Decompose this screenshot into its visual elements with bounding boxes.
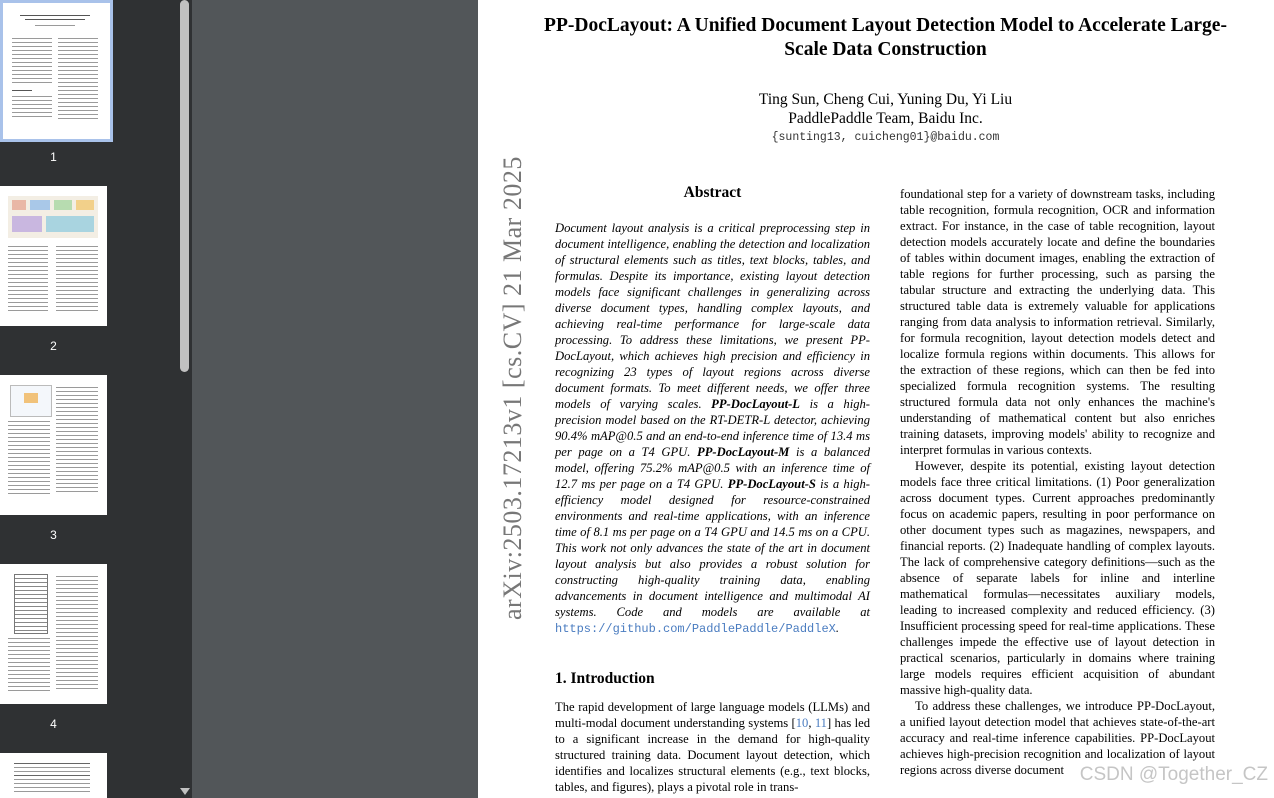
scrollbar-thumb[interactable] — [180, 0, 189, 372]
thumbnail-page-4[interactable] — [0, 564, 107, 704]
right-column-text — [900, 186, 1215, 778]
thumbnail-label-3: 3 — [50, 528, 57, 542]
viewer-background — [192, 0, 478, 798]
abstract-part: is a high-efficiency model designed for resource-constrained environments and real-time applications, with an inference time of 8.1 ms per page on a T4 GPU and 14.5 ms on a CPU. This work not only advances the state of the art in document layout analysis but also provides a robust solution for constructing high-quality training data, enabling advancements in document intelligence and multimodal AI systems. Code and models are available at — [555, 477, 870, 619]
scroll-down-arrow-icon[interactable] — [180, 788, 190, 795]
figure-block — [30, 200, 50, 210]
thumbnail-sidebar — [0, 0, 177, 798]
intro-part: The rapid development of large language models (LLMs) and multi-modal document understanding systems [ — [555, 700, 870, 730]
abstract-part: is a balanced model, offering 75.2% mAP@0.5 with an inference time of 12.7 ms per page on a T4 GPU. — [555, 445, 870, 491]
abstract-part: Document layout analysis is a critical preprocessing step in document intelligence, enabling the detection and localization of structural elements such as titles, text blocks, tables, and formulas. Despite its importance, existing layout detection models face significant challenges in generalizing across diverse document types, handling complex layouts, and achieving real-time performance for large-scale data processing. To address these limitations, we present PP-DocLayout, which achieves high precision and efficiency in recognizing 23 types of layout regions across diverse document formats. To meet different needs, we offer three models of varying scales. — [555, 221, 870, 411]
arxiv-identifier: arXiv:2503.17213v1 [cs.CV] 21 Mar 2025 — [498, 156, 527, 620]
thumbnail-label-1: 1 — [50, 150, 57, 164]
code-link[interactable]: https://github.com/PaddlePaddle/PaddleX — [555, 622, 836, 636]
introduction-text — [555, 699, 870, 795]
abstract-part: is a high-precision model based on the RT-DETR-L detector, achieving 90.4% mAP@0.5 and an end-to-end inference time of 13.4 ms per page on a T4 GPU. — [555, 397, 870, 459]
abstract-heading: Abstract — [683, 184, 742, 201]
pdf-page — [478, 0, 1274, 798]
thumbnail-label-4: 4 — [50, 717, 57, 731]
thumbnail-page-2[interactable] — [0, 186, 107, 326]
model-name: PP-DocLayout-L — [711, 397, 800, 411]
intro-part: ] has led to a significant increase in the demand for high-quality structured training data. Document layout detection, which identifies and localizes structural elements (e.g., text blocks, tables, and figures), plays a pivotal role in trans- — [555, 716, 871, 794]
model-name: PP-DocLayout-S — [727, 477, 816, 491]
abstract-part: . — [835, 621, 840, 635]
figure-block — [12, 216, 42, 232]
paragraph: foundational step for a variety of downstream tasks, including table recognition, formula recognition, OCR and information extract. For instance, in the case of table recognition, layout detection models accurately locate and define the boundaries of tables within document images, enabling the extraction of table regions for further processing, such as parsing the tabular structure and extracting the underlying data. This structured table data is extremely valuable for applications ranging from data analysis to information retrieval. Similarly, for formula recognition, layout detection models detect and localize formula regions within documents. This allows for the extraction of these regions, which can then be fed into specialized formula recognition systems. The resulting structured formula data not only enhances the machine's understanding of mathematical content but also enriches training datasets, improving models' ability to recognize and interpret formulas in various contexts. — [900, 187, 1215, 457]
thumbnail-label-2: 2 — [50, 339, 57, 353]
figure-block — [12, 200, 26, 210]
figure-block — [54, 200, 72, 210]
introduction-heading: 1. Introduction — [555, 670, 655, 687]
authors: Ting Sun, Cheng Cui, Yuning Du, Yi Liu — [758, 91, 1013, 108]
thumbnail-page-3[interactable] — [0, 375, 107, 515]
figure-block — [24, 393, 38, 403]
paragraph: However, despite its potential, existing layout detection models face three critical limitations. (1) Poor generalization across document types. Current approaches predominantly focus on academic papers, resulting in poor performance on other document types such as magazines, newspapers, and financial reports. (2) Inadequate handling of complex layouts. The lack of comprehensive category definitions—such as the absence of separate labels for inline and interline mathematical formulas—necessitates auxiliary models, leading to increased complexity and reduced efficiency. (3) Insufficient processing speed for real-time applications. These challenges impede the effective use of layout detection in practical scenarios, particularly in domains where training large models requires efficient acquisition of abundant massive high-quality data. — [900, 459, 1215, 697]
figure-block — [76, 200, 94, 210]
citation-link[interactable]: 10 — [795, 716, 809, 730]
table-preview — [14, 574, 48, 634]
thumbnail-page-1[interactable] — [0, 0, 113, 142]
watermark: CSDN @Together_CZ — [1079, 764, 1268, 785]
affiliation: PaddlePaddle Team, Baidu Inc. — [788, 110, 983, 127]
citation-link[interactable]: 11 — [814, 716, 827, 730]
abstract-text — [555, 220, 870, 637]
author-emails: {sunting13, cuicheng01}@baidu.com — [771, 131, 1000, 144]
thumbnail-scrollbar[interactable] — [177, 0, 192, 798]
figure-block — [46, 216, 94, 232]
intro-part: , — [808, 716, 815, 730]
thumbnail-page-5[interactable] — [0, 753, 107, 798]
paper-title: PP-DocLayout: A Unified Document Layout Detection Model to Accelerate Large-Scale Data Construction — [544, 15, 1227, 60]
paragraph: To address these challenges, we introduce PP-DocLayout, a unified layout detection model that achieves state-of-the-art accuracy and real-time inference capabilities. PP-DocLayout achieves high-precision recognition and localization of layout regions across diverse document — [900, 699, 1215, 777]
model-name: PP-DocLayout-M — [697, 445, 790, 459]
